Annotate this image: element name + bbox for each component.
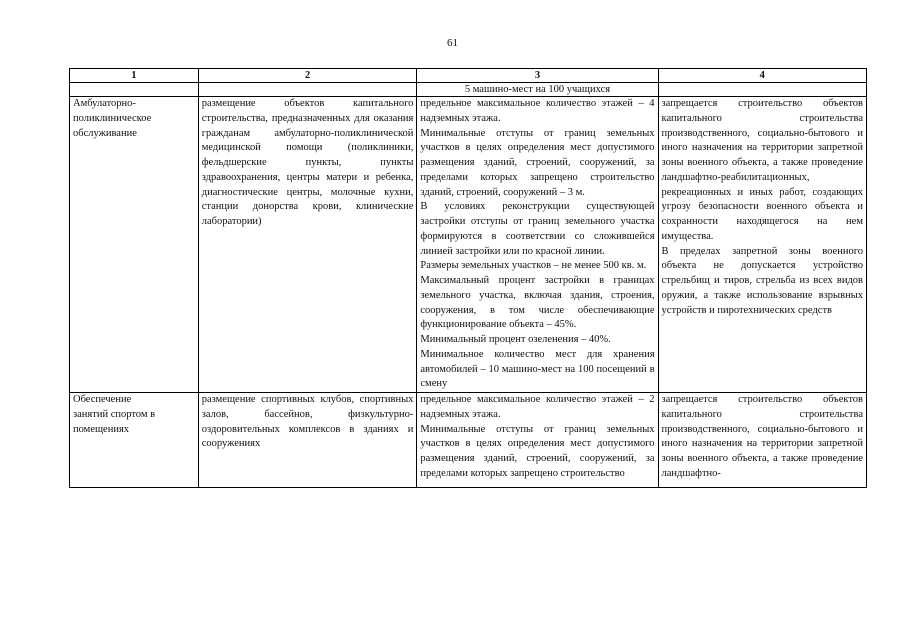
header-col-3: 3 — [417, 69, 658, 83]
table-row — [70, 393, 867, 488]
param-paragraph: предельное максимальное количество этажей – 2 надземных этажа. — [420, 394, 655, 420]
use-restrictions — [658, 97, 866, 393]
table-row — [70, 97, 867, 393]
restriction-paragraph: запрещается строительство объектов капитального строительства производственного, социально-бытового и иного назначения на территории запретной зоны военного объекта, а также проведение ландшафтно-реабилитационных, рекреационных и иных работ, создающих угрозу безопасности военного объекта и сохранности находящегося на нем имущества. — [661, 98, 863, 242]
use-name: Обеспечение занятий спортом в помещениях — [70, 393, 199, 488]
param-paragraph: Минимальное количество мест для хранения автомобилей – 10 машино-мест на 100 посещений в смену — [420, 348, 655, 390]
header-col-1: 1 — [70, 69, 199, 83]
param-paragraph: Размеры земельных участков – не менее 500 кв. м. — [420, 260, 647, 272]
param-paragraph: Максимальный процент застройки в границах земельного участка, включая здания, строения, сооружения, в том числе обеспечивающие функционирование объекта – 45%. — [420, 275, 655, 331]
param-paragraph: В условиях реконструкции существующей застройки отступы от границ земельного участка формируются в соответствии со сложившейся линией застройки или по красной линии. — [420, 201, 655, 257]
page-number: 61 — [447, 37, 458, 49]
param-paragraph: Минимальные отступы от границ земельных участков в целях определения мест допустимого размещения зданий, строений, сооружений, за пределами которых запрещено строительство зданий, строений, сооружений – 3 м. — [420, 127, 655, 198]
use-parameters — [417, 97, 658, 393]
use-description: размещение объектов капитального строительства, предназначенных для оказания гражданам амбулаторно-поликлинической медицинской помощи (поликлиники, фельдшерские пункты, пункты здравоохранения, центры матери и ребенка, диагностические центры, молочные кухни, станции донорства крови, клинические лаборатории) — [198, 97, 417, 393]
restriction-paragraph: В пределах запретной зоны военного объекта не допускается устройство стрельбищ и тиров, стрельба из всех видов оружия, а также использование взрывных устройств и пиротехнических средств — [661, 245, 863, 316]
use-name: Амбулаторно- поликлиническое обслуживание — [70, 97, 199, 393]
header-col-2: 2 — [198, 69, 417, 83]
continuation-text: 5 машино-мест на 100 учащихся — [417, 83, 658, 97]
use-restrictions — [658, 393, 866, 488]
restriction-paragraph: запрещается строительство объектов капитального строительства производственного, социально-бытового и иного назначения на территории запретной зоны военного объекта, а также проведение ландшафтно- — [661, 394, 863, 479]
param-paragraph: предельное максимальное количество этажей – 4 надземных этажа. — [420, 98, 655, 124]
land-use-table — [69, 68, 867, 488]
continuation-row — [70, 83, 867, 97]
use-description: размещение спортивных клубов, спортивных залов, бассейнов, физкультурно-оздоровительных комплексов в зданиях и сооружениях — [198, 393, 417, 488]
param-paragraph: Минимальный процент озеленения – 40%. — [420, 334, 611, 345]
table-header-row — [70, 69, 867, 83]
param-paragraph: Минимальные отступы от границ земельных участков в целях определения мест допустимого размещения зданий, строений, сооружений, за пределами которых запрещено строительство — [420, 423, 655, 479]
header-col-4: 4 — [658, 69, 866, 83]
use-parameters — [417, 393, 658, 488]
